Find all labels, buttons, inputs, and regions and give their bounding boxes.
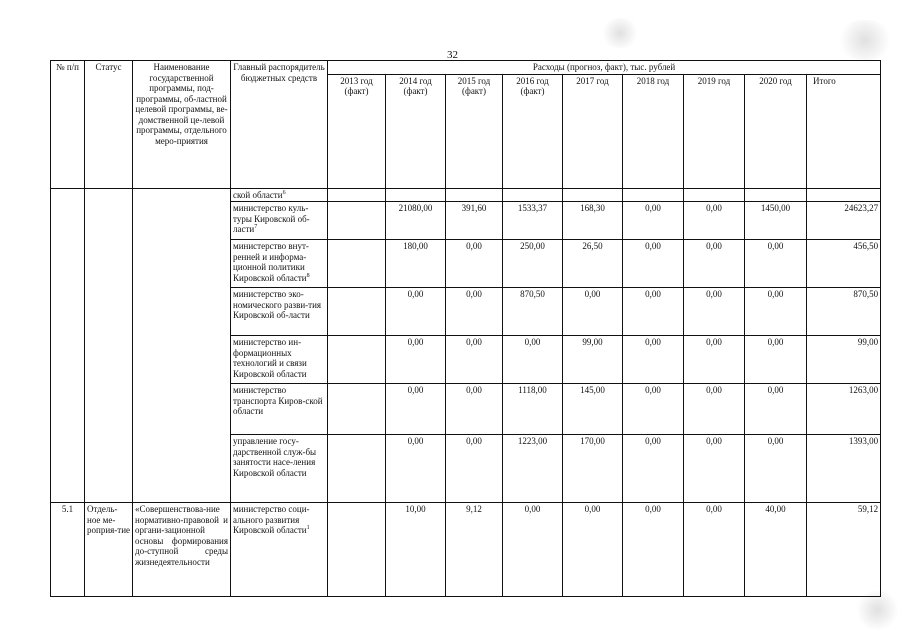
cell-value: [684, 188, 745, 202]
cell-status: [85, 188, 133, 503]
cell-value: 0,00: [745, 240, 807, 288]
cell-value: 0,00: [386, 288, 446, 336]
cell-value: 21080,00: [386, 202, 446, 240]
cell-value: 0,00: [503, 336, 563, 384]
cell-total: 456,50: [807, 240, 881, 288]
cell-value: 9,12: [446, 503, 503, 597]
cell-distributor: министерство эко-номического разви-тия Кировской об-ласти: [231, 288, 328, 336]
cell-value: 180,00: [386, 240, 446, 288]
header-expenses: Расходы (прогноз, факт), тыс. рублей: [328, 61, 881, 75]
cell-value: [328, 336, 386, 384]
cell-value: 10,00: [386, 503, 446, 597]
cell-distributor: министерство транспорта Киров-ской области: [231, 384, 328, 435]
cell-value: 1450,00: [745, 202, 807, 240]
cell-value: 0,00: [684, 435, 745, 503]
cell-value: 0,00: [623, 503, 684, 597]
cell-total: 870,50: [807, 288, 881, 336]
cell-value: 0,00: [386, 336, 446, 384]
cell-value: 1533,37: [503, 202, 563, 240]
cell-distributor: ской области$^6$: [231, 188, 328, 202]
header-status: Статус: [85, 61, 133, 189]
cell-value: 145,00: [563, 384, 623, 435]
cell-value: 0,00: [623, 202, 684, 240]
cell-value: 0,00: [684, 384, 745, 435]
cell-value: [328, 435, 386, 503]
cell-value: 0,00: [563, 288, 623, 336]
cell-distributor: министерство соци-ального развития Кировской области$^1$: [231, 503, 328, 597]
cell-value: [386, 188, 446, 202]
header-year-2018: 2018 год: [623, 74, 684, 188]
cell-value: 391,60: [446, 202, 503, 240]
expenses-table: [50, 60, 881, 597]
header-year-2015: 2015 год (факт): [446, 74, 503, 188]
cell-value: [503, 188, 563, 202]
cell-value: 0,00: [684, 336, 745, 384]
cell-distributor: министерство внут-ренней и информа-ционной политики Кировской области$^8$: [231, 240, 328, 288]
cell-total: 24623,27: [807, 202, 881, 240]
header-year-2016: 2016 год (факт): [503, 74, 563, 188]
cell-distributor: министерство ин-формационных технологий и связи Кировской области: [231, 336, 328, 384]
cell-value: 99,00: [563, 336, 623, 384]
cell-value: 170,00: [563, 435, 623, 503]
cell-total: 1393,00: [807, 435, 881, 503]
cell-name: «Совершенствова-ние нормативно-правовой и органи-зационной основы формирования до-ступной среды жизнедеятельности: [133, 503, 231, 597]
cell-value: 0,00: [623, 384, 684, 435]
cell-value: [446, 188, 503, 202]
cell-value: [328, 188, 386, 202]
header-distributor: Главный распорядитель бюджетных средств: [231, 61, 328, 189]
header-total: Итого: [807, 74, 881, 188]
header-year-2014: 2014 год (факт): [386, 74, 446, 188]
cell-value: 0,00: [386, 435, 446, 503]
cell-value: 0,00: [745, 435, 807, 503]
scan-speckle: [600, 18, 640, 48]
cell-value: 0,00: [623, 435, 684, 503]
cell-value: [328, 202, 386, 240]
cell-value: 0,00: [446, 384, 503, 435]
cell-value: 0,00: [446, 288, 503, 336]
cell-value: 0,00: [745, 288, 807, 336]
cell-value: 1118,00: [503, 384, 563, 435]
cell-value: 0,00: [503, 503, 563, 597]
cell-value: 0,00: [446, 240, 503, 288]
cell-total: 1263,00: [807, 384, 881, 435]
cell-value: 1223,00: [503, 435, 563, 503]
cell-distributor: управление госу-дарственной служ-бы занятости насе-ления Кировской области: [231, 435, 328, 503]
cell-name: [133, 188, 231, 503]
cell-value: 0,00: [745, 384, 807, 435]
cell-value: [623, 188, 684, 202]
cell-value: 0,00: [563, 503, 623, 597]
cell-value: 0,00: [684, 503, 745, 597]
cell-value: [328, 384, 386, 435]
cell-value: 0,00: [446, 336, 503, 384]
cell-value: 0,00: [684, 288, 745, 336]
cell-value: 0,00: [623, 240, 684, 288]
cell-value: 0,00: [684, 240, 745, 288]
cell-value: 0,00: [745, 336, 807, 384]
cell-value: 0,00: [684, 202, 745, 240]
cell-value: 0,00: [386, 384, 446, 435]
cell-value: [563, 188, 623, 202]
cell-value: 0,00: [623, 336, 684, 384]
cell-value: 0,00: [446, 435, 503, 503]
cell-total: 59,12: [807, 503, 881, 597]
cell-value: [328, 503, 386, 597]
cell-value: 40,00: [745, 503, 807, 597]
header-year-2017: 2017 год: [563, 74, 623, 188]
cell-value: [328, 240, 386, 288]
cell-total: 99,00: [807, 336, 881, 384]
cell-value: [328, 288, 386, 336]
cell-value: 250,00: [503, 240, 563, 288]
cell-value: 0,00: [623, 288, 684, 336]
header-row-top: [51, 61, 881, 75]
cell-num: [51, 188, 85, 503]
header-num: № п/п: [51, 61, 85, 189]
cell-num: 5.1: [51, 503, 85, 597]
table-row: [51, 188, 881, 202]
page-number: 32: [447, 49, 458, 61]
table-row: [51, 503, 881, 597]
cell-value: 26,50: [563, 240, 623, 288]
header-year-2019: 2019 год: [684, 74, 745, 188]
header-year-2020: 2020 год: [745, 74, 807, 188]
cell-value: [745, 188, 807, 202]
cell-status: Отдель-ное ме-роприя-тие: [85, 503, 133, 597]
cell-distributor: министерство куль-туры Кировской об-ласти$^7$: [231, 202, 328, 240]
cell-total: [807, 188, 881, 202]
header-name: Наименование государственной программы, под-программы, об-ластной целевой программы, ве-домственной це-левой программы, отдельного меро-приятия: [133, 61, 231, 189]
cell-value: 168,30: [563, 202, 623, 240]
header-year-2013: 2013 год (факт): [328, 74, 386, 188]
cell-value: 870,50: [503, 288, 563, 336]
